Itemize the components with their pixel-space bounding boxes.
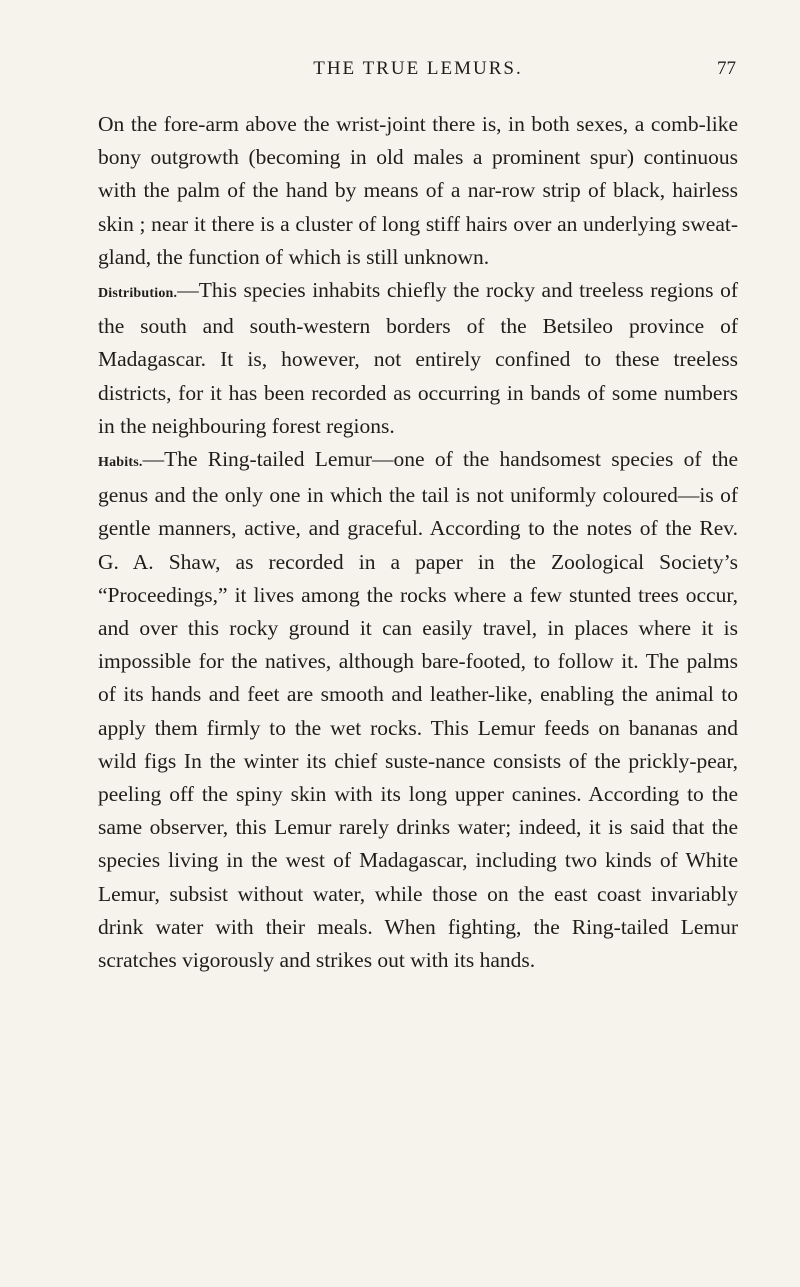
page-content bbox=[98, 52, 738, 977]
page-number: 77 bbox=[717, 58, 736, 79]
habits-heading: Habits. bbox=[98, 455, 143, 471]
distribution-text: —This species inhabits chiefly the rocky and treeless regions of the south and south-western borders of the Betsileo province of Madagascar. It is, however, not entirely confined to these treeless districts, for it has been recorded as occurring in bands of some numbers in the neighbouring forest regions. bbox=[98, 278, 738, 438]
habits-text: —The Ring-tailed Lemur—one of the handsomest species of the genus and the only one in which the tail is not uniformly coloured—is of gentle manners, active, and graceful. According to the notes of the Rev. G. A. Shaw, as recorded in a paper in the Zoological Society’s “Proceedings,” it lives among the rocks where a few stunted trees occur, and over this rocky ground it can easily travel, in places where it is impossible for the natives, although bare-footed, to follow it. The palms of its hands and feet are smooth and leather-like, enabling the animal to apply them firmly to the wet rocks. This Lemur feeds on bananas and wild figs In the winter its chief suste-nance consists of the prickly-pear, peeling off the spiny skin with its long upper canines. According to the same observer, this Lemur rarely drinks water; indeed, it is said that the species living in the west of Madagascar, including two kinds of White Lemur, subsist without water, while those on the east coast invariably drink water with their meals. When fighting, the Ring-tailed Lemur scratches vigorously and strikes out with its hands. bbox=[98, 447, 738, 973]
paragraph-forearm: On the fore-arm above the wrist-joint there is, in both sexes, a comb-like bony outgrowth (becoming in old males a prominent spur) continuous with the palm of the hand by means of a nar-row strip of black, hairless skin ; near it there is a cluster of long stiff hairs over an underlying sweat-gland, the function of which is still unknown. bbox=[98, 112, 738, 269]
paragraph-habits bbox=[98, 443, 738, 977]
running-title: THE TRUE LEMURS. bbox=[313, 58, 523, 79]
paragraph-distribution bbox=[98, 274, 738, 443]
distribution-heading: Distribution. bbox=[98, 286, 178, 302]
running-header bbox=[98, 52, 738, 92]
